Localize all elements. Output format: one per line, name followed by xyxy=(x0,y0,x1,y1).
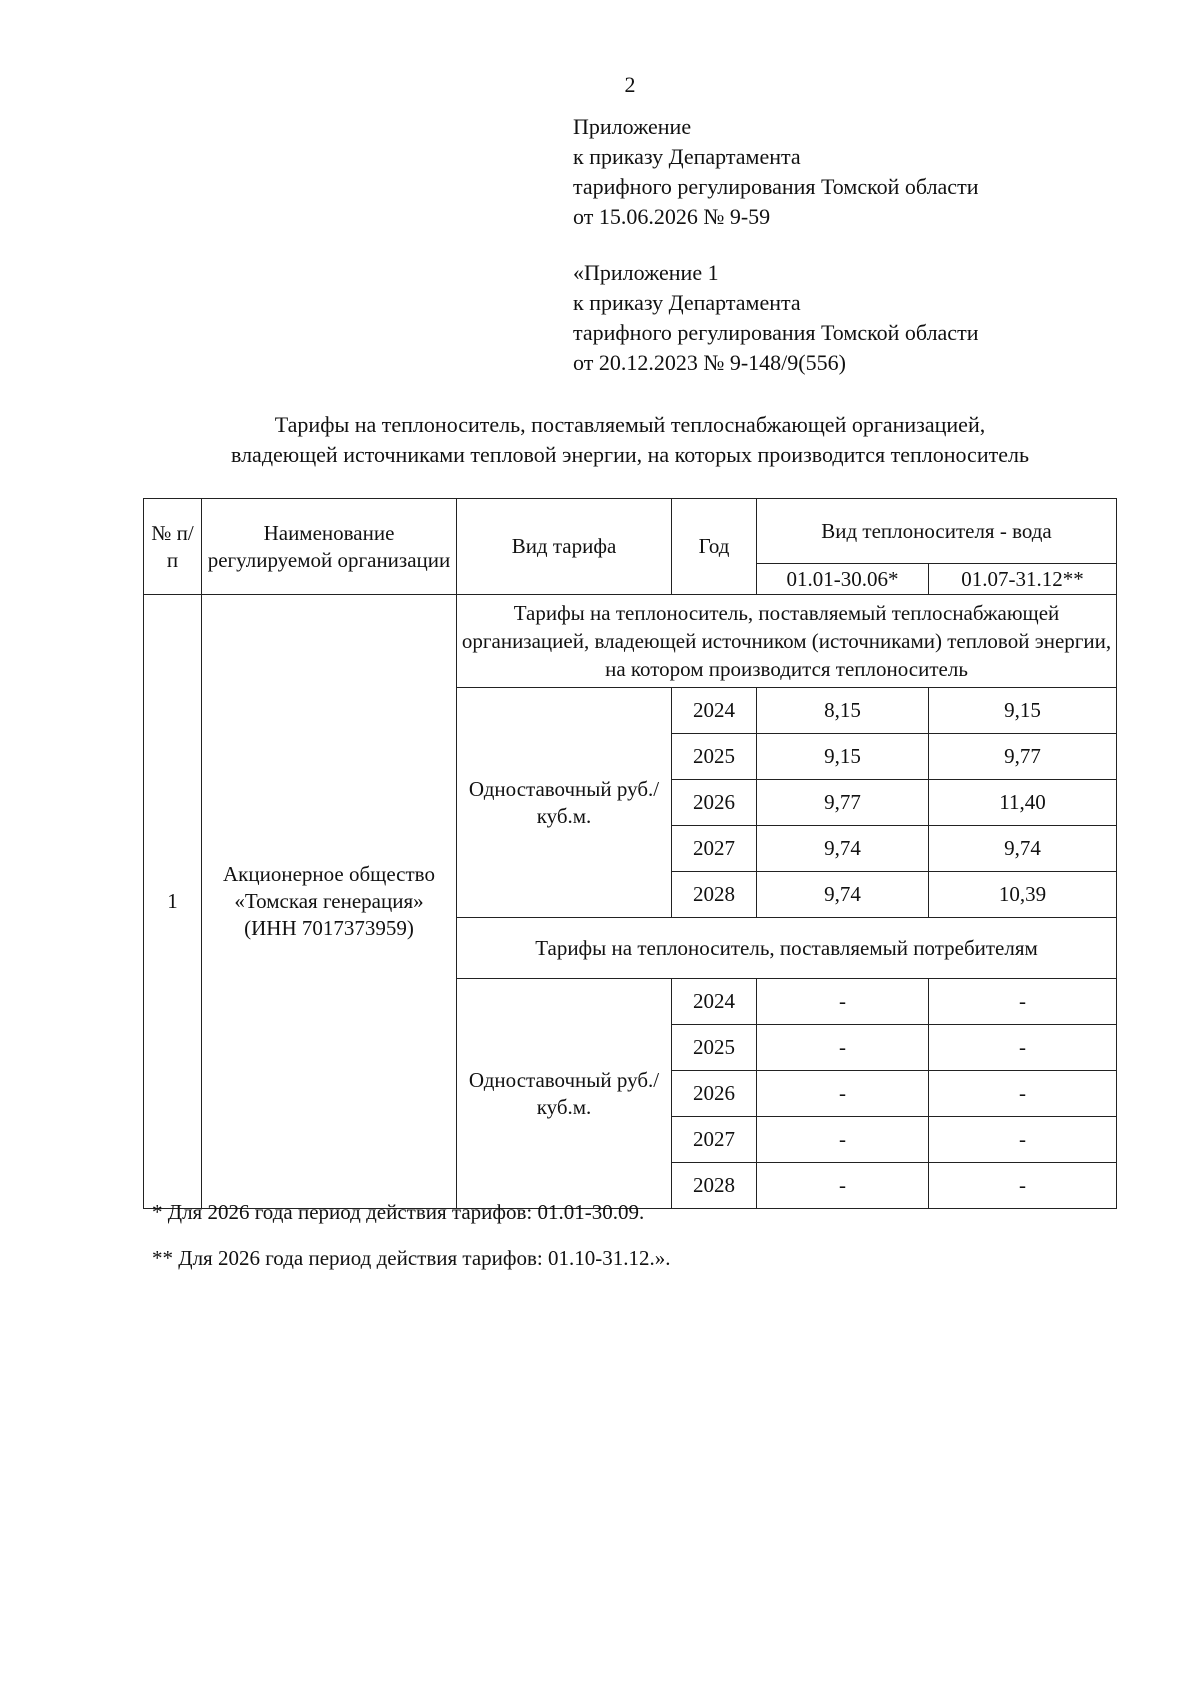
header-period-1: 01.01-30.06* xyxy=(757,564,929,595)
year-cell: 2024 xyxy=(672,979,757,1025)
value-cell: - xyxy=(929,979,1117,1025)
year-cell: 2028 xyxy=(672,872,757,918)
year-cell: 2024 xyxy=(672,688,757,734)
header-period-2: 01.07-31.12** xyxy=(929,564,1117,595)
value-cell: 9,77 xyxy=(757,780,929,826)
appendix-line: от 20.12.2023 № 9-148/9(556) xyxy=(573,350,846,375)
header-organization: Наименование регулируемой организации xyxy=(202,499,457,595)
value-cell: 9,74 xyxy=(757,872,929,918)
appendix-line: «Приложение 1 xyxy=(573,260,719,285)
year-cell: 2025 xyxy=(672,1025,757,1071)
title-line: владеющей источниками тепловой энергии, на которых производится теплоноситель xyxy=(230,442,1029,467)
value-cell: 9,74 xyxy=(929,826,1117,872)
value-cell: 8,15 xyxy=(757,688,929,734)
value-cell: 9,15 xyxy=(757,734,929,780)
page-number: 2 xyxy=(624,72,636,97)
value-cell: - xyxy=(929,1025,1117,1071)
appendix-line: Приложение xyxy=(573,114,692,139)
appendix-line: к приказу Департамента xyxy=(573,144,801,169)
value-cell: - xyxy=(757,1163,929,1209)
value-cell: - xyxy=(929,1163,1117,1209)
tariff-type: Одноставочный руб./куб.м. xyxy=(457,979,672,1209)
value-cell: - xyxy=(929,1117,1117,1163)
year-cell: 2027 xyxy=(672,1117,757,1163)
value-cell: 9,15 xyxy=(929,688,1117,734)
year-cell: 2027 xyxy=(672,826,757,872)
tariff-type: Одноставочный руб./куб.м. xyxy=(457,688,672,918)
appendix-block-original xyxy=(573,258,978,378)
value-cell: - xyxy=(757,1117,929,1163)
section-title: Тарифы на теплоноситель, поставляемый потребителям xyxy=(457,918,1117,979)
tariff-table xyxy=(143,498,1117,1209)
value-cell: - xyxy=(929,1071,1117,1117)
appendix-block-current xyxy=(573,112,978,232)
value-cell: 10,39 xyxy=(929,872,1117,918)
appendix-line: тарифного регулирования Томской области xyxy=(573,320,979,345)
year-cell: 2026 xyxy=(672,1071,757,1117)
value-cell: 9,74 xyxy=(757,826,929,872)
value-cell: - xyxy=(757,1071,929,1117)
appendix-line: тарифного регулирования Томской области xyxy=(573,174,979,199)
header-tariff-type: Вид тарифа xyxy=(457,499,672,595)
appendix-line: от 15.06.2026 № 9-59 xyxy=(573,204,771,229)
value-cell: 11,40 xyxy=(929,780,1117,826)
value-cell: 9,77 xyxy=(929,734,1117,780)
header-num: № п/п xyxy=(144,499,202,595)
document-title xyxy=(140,410,1120,470)
year-cell: 2026 xyxy=(672,780,757,826)
title-line: Тарифы на теплоноситель, поставляемый теплоснабжающей организацией, xyxy=(274,412,986,437)
section-row xyxy=(144,595,1117,688)
header-carrier: Вид теплоносителя - вода xyxy=(757,499,1117,564)
section-title: Тарифы на теплоноситель, поставляемый теплоснабжающей организацией, владеющей источником (источниками) тепловой энергии, на котором производится теплоноситель xyxy=(457,595,1117,688)
year-cell: 2028 xyxy=(672,1163,757,1209)
row-number: 1 xyxy=(144,595,202,1209)
value-cell: - xyxy=(757,979,929,1025)
year-cell: 2025 xyxy=(672,734,757,780)
value-cell: - xyxy=(757,1025,929,1071)
appendix-line: к приказу Департамента xyxy=(573,290,801,315)
footnote: * Для 2026 года период действия тарифов: 01.01-30.09. xyxy=(152,1200,645,1224)
organization-name: Акционерное общество «Томская генерация» (ИНН 7017373959) xyxy=(202,595,457,1209)
header-year: Год xyxy=(672,499,757,595)
table-header-row xyxy=(144,499,1117,564)
footnote: ** Для 2026 года период действия тарифов: 01.10-31.12.». xyxy=(152,1246,671,1270)
